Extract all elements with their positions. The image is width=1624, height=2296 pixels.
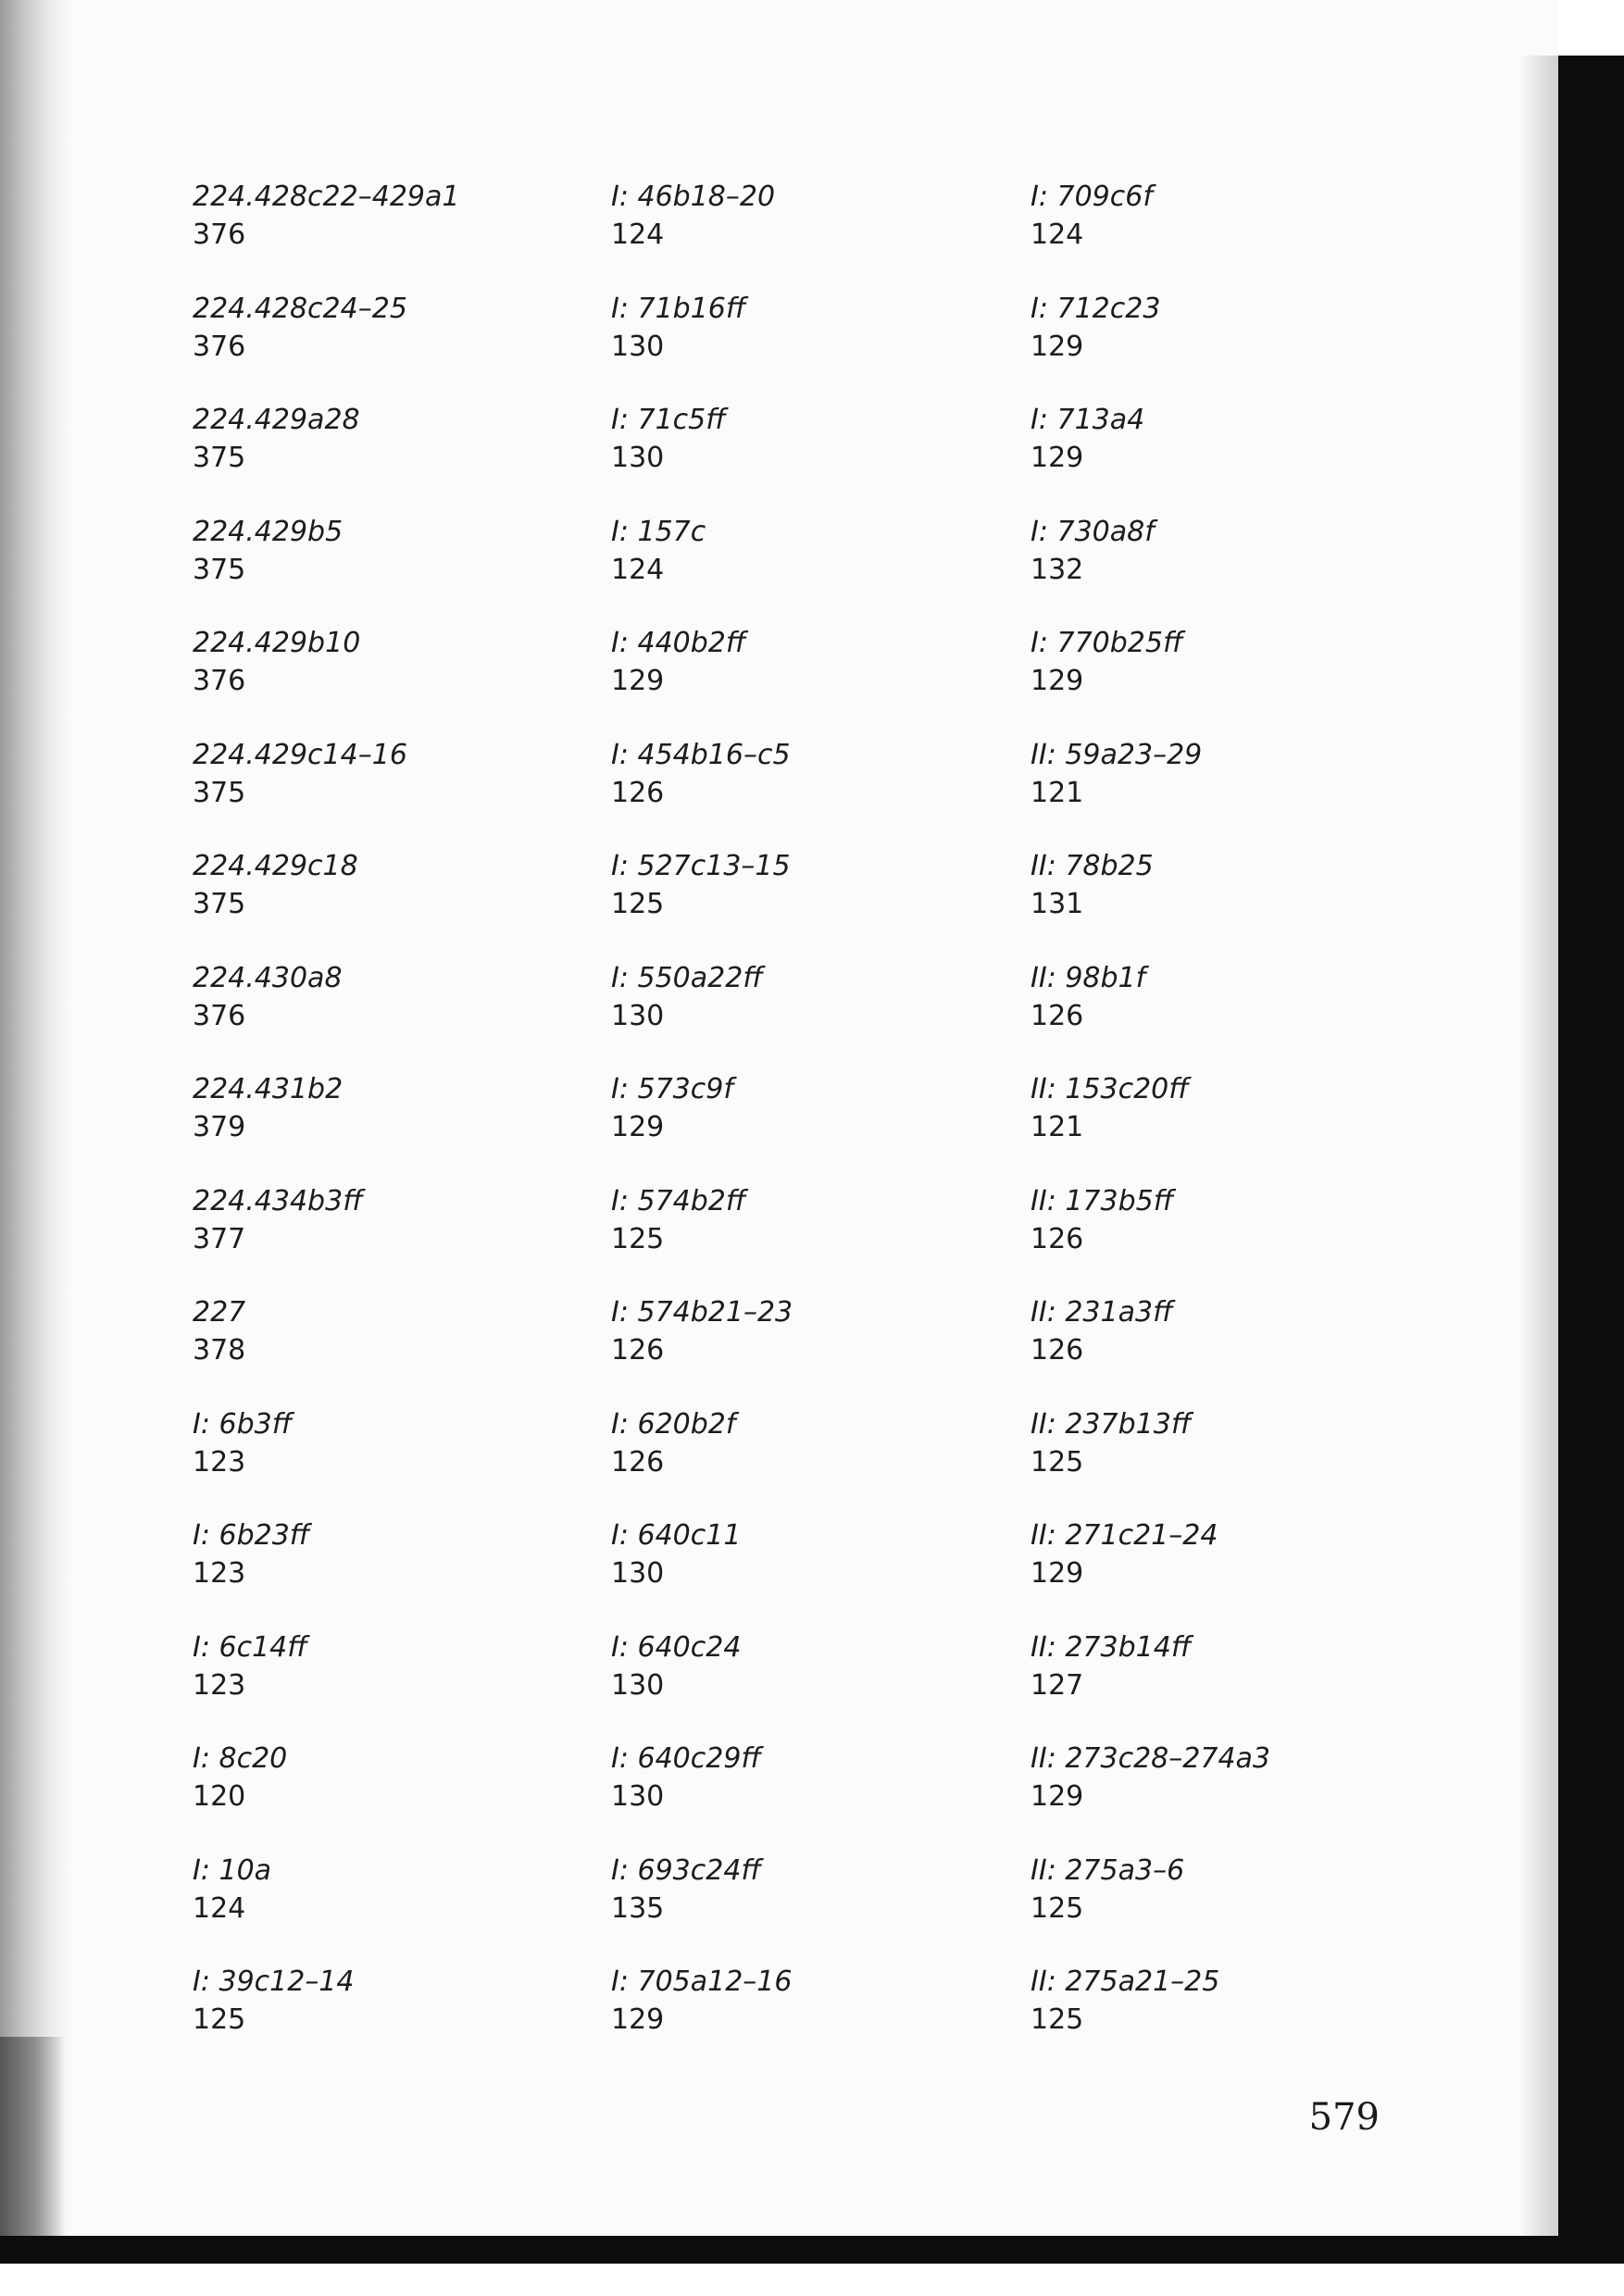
entry-page-reference: 129 — [1031, 330, 1084, 363]
index-entry — [193, 290, 581, 402]
entry-locus: I: 6c14ff — [193, 1630, 307, 1664]
index-entry — [193, 1293, 581, 1405]
entry-page-reference: 120 — [193, 1780, 246, 1813]
index-entry — [611, 1070, 1000, 1182]
index-entry — [1031, 290, 1419, 402]
right-edge-shadow — [1518, 56, 1558, 2236]
entry-locus: II: 237b13ff — [1031, 1407, 1192, 1441]
entry-locus: I: 620b2f — [611, 1407, 736, 1441]
index-entry — [611, 401, 1000, 513]
entry-locus: I: 574b2ff — [611, 1184, 746, 1217]
index-entry — [193, 178, 581, 290]
entry-locus: 227 — [193, 1296, 246, 1329]
index-entry — [611, 1405, 1000, 1517]
entry-locus: II: 59a23–29 — [1031, 738, 1203, 771]
index-entry — [193, 1740, 581, 1852]
entry-locus: I: 157c — [611, 515, 706, 548]
entry-page-reference: 376 — [193, 218, 246, 251]
index-entry — [193, 1963, 581, 2075]
index-entry — [611, 1293, 1000, 1405]
entry-page-reference: 125 — [611, 888, 665, 920]
entry-page-reference: 130 — [611, 1668, 665, 1702]
index-entry — [1031, 847, 1419, 959]
entry-page-reference: 124 — [193, 1891, 246, 1925]
entry-page-reference: 135 — [611, 1891, 665, 1925]
entry-locus: I: 770b25ff — [1031, 627, 1183, 659]
entry-locus: 224.429b10 — [193, 627, 361, 659]
entry-locus: 224.428c24–25 — [193, 292, 407, 325]
entry-page-reference: 377 — [193, 1222, 246, 1255]
entry-page-reference: 125 — [611, 1222, 665, 1255]
index-entry — [193, 1182, 581, 1294]
index-entry — [611, 513, 1000, 625]
entry-locus: II: 173b5ff — [1031, 1184, 1174, 1217]
index-entry — [1031, 959, 1419, 1071]
entry-page-reference: 126 — [1031, 1334, 1084, 1366]
entry-locus: I: 527c13–15 — [611, 850, 791, 882]
index-column-3 — [1031, 178, 1419, 2075]
entry-locus: I: 709c6f — [1031, 181, 1153, 213]
entry-page-reference: 376 — [193, 665, 246, 697]
index-entry — [193, 1070, 581, 1182]
index-entry — [611, 1516, 1000, 1628]
index-entry — [193, 624, 581, 736]
entry-page-reference: 375 — [193, 776, 246, 809]
index-entry — [1031, 1293, 1419, 1405]
entry-page-reference: 129 — [1031, 1557, 1084, 1590]
index-entry — [611, 847, 1000, 959]
binding-gutter-dark-shadow — [0, 2037, 65, 2236]
entry-locus: I: 573c9f — [611, 1073, 733, 1105]
entry-locus: I: 440b2ff — [611, 627, 746, 659]
index-entry — [1031, 624, 1419, 736]
entry-locus: 224.431b2 — [193, 1073, 344, 1105]
entry-locus: II: 231a3ff — [1031, 1296, 1173, 1329]
entry-page-reference: 130 — [611, 442, 665, 474]
index-entry — [1031, 513, 1419, 625]
entry-locus: I: 71c5ff — [611, 404, 726, 436]
index-column-2 — [611, 178, 1000, 2075]
entry-page-reference: 129 — [611, 1111, 665, 1143]
index-entry — [611, 1628, 1000, 1741]
index-entry — [611, 1182, 1000, 1294]
entry-locus: 224.429b5 — [193, 515, 344, 548]
entry-locus: I: 574b21–23 — [611, 1296, 793, 1329]
entry-locus: 224.430a8 — [193, 961, 343, 994]
entry-locus: I: 693c24ff — [611, 1853, 762, 1887]
entry-locus: I: 550a22ff — [611, 961, 763, 994]
entry-locus: 224.429c18 — [193, 850, 358, 882]
index-entry — [1031, 1182, 1419, 1294]
index-entry — [611, 624, 1000, 736]
index-entry — [1031, 1070, 1419, 1182]
entry-locus: 224.429c14–16 — [193, 738, 407, 771]
index-entry — [611, 1852, 1000, 1964]
entry-locus: I: 713a4 — [1031, 404, 1145, 436]
entry-page-reference: 378 — [193, 1334, 246, 1366]
entry-page-reference: 127 — [1031, 1668, 1084, 1702]
entry-locus: I: 39c12–14 — [193, 1965, 355, 1998]
index-entry — [611, 178, 1000, 290]
index-entry — [1031, 1740, 1419, 1852]
entry-page-reference: 375 — [193, 442, 246, 474]
scan-border-right — [1558, 56, 1624, 2236]
entry-page-reference: 126 — [611, 776, 665, 809]
entry-locus: I: 71b16ff — [611, 292, 746, 325]
index-entry — [1031, 1405, 1419, 1517]
index-entry — [1031, 401, 1419, 513]
entry-page-reference: 126 — [611, 1334, 665, 1366]
entry-page-reference: 123 — [193, 1445, 246, 1479]
entry-page-reference: 125 — [1031, 1891, 1084, 1925]
entry-page-reference: 376 — [193, 999, 246, 1032]
entry-page-reference: 131 — [1031, 888, 1084, 920]
scan-margin-bottom — [0, 2264, 1624, 2296]
entry-locus: I: 730a8f — [1031, 515, 1155, 548]
index-entry — [1031, 1516, 1419, 1628]
entry-locus: II: 273c28–274a3 — [1031, 1742, 1270, 1775]
entry-page-reference: 129 — [1031, 1780, 1084, 1813]
entry-locus: II: 78b25 — [1031, 850, 1154, 882]
entry-page-reference: 126 — [1031, 999, 1084, 1032]
entry-locus: I: 8c20 — [193, 1742, 288, 1775]
entry-page-reference: 124 — [611, 553, 665, 586]
entry-page-reference: 124 — [1031, 218, 1084, 251]
index-entry — [611, 736, 1000, 848]
index-entry — [193, 736, 581, 848]
binding-gutter-shadow — [0, 0, 72, 2236]
entry-page-reference: 375 — [193, 888, 246, 920]
entry-page-reference: 126 — [1031, 1222, 1084, 1255]
index-entry — [611, 290, 1000, 402]
entry-page-reference: 130 — [611, 1780, 665, 1813]
entry-locus: II: 275a21–25 — [1031, 1965, 1220, 1998]
entry-locus: II: 273b14ff — [1031, 1630, 1192, 1664]
index-entry — [193, 401, 581, 513]
entry-page-reference: 130 — [611, 1557, 665, 1590]
entry-page-reference: 121 — [1031, 776, 1084, 809]
index-entry — [1031, 1852, 1419, 1964]
index-entry — [193, 1516, 581, 1628]
index-entry — [193, 513, 581, 625]
entry-page-reference: 130 — [611, 999, 665, 1032]
entry-page-reference: 129 — [1031, 665, 1084, 697]
index-entry — [1031, 1628, 1419, 1741]
page-number: 579 — [1308, 2096, 1380, 2139]
entry-locus: II: 153c20ff — [1031, 1073, 1189, 1105]
entry-page-reference: 379 — [193, 1111, 246, 1143]
entry-page-reference: 125 — [1031, 2003, 1084, 2036]
entry-page-reference: 129 — [611, 2003, 665, 2036]
entry-locus: II: 98b1f — [1031, 961, 1146, 994]
index-entry — [193, 847, 581, 959]
index-entry — [193, 959, 581, 1071]
entry-locus: 224.429a28 — [193, 404, 360, 436]
index-entry — [1031, 736, 1419, 848]
entry-page-reference: 129 — [611, 665, 665, 697]
entry-locus: I: 6b3ff — [193, 1407, 293, 1441]
entry-page-reference: 130 — [611, 330, 665, 363]
entry-locus: I: 705a12–16 — [611, 1965, 793, 1998]
entry-page-reference: 375 — [193, 553, 246, 586]
entry-page-reference: 376 — [193, 330, 246, 363]
entry-page-reference: 121 — [1031, 1111, 1084, 1143]
entry-locus: I: 454b16–c5 — [611, 738, 791, 771]
entry-locus: 224.434b3ff — [193, 1184, 363, 1217]
index-entry — [193, 1628, 581, 1741]
index-entry — [611, 1740, 1000, 1852]
index-column-1 — [193, 178, 581, 2075]
entry-locus: II: 271c21–24 — [1031, 1519, 1218, 1552]
entry-locus: II: 275a3–6 — [1031, 1853, 1185, 1887]
entry-locus: I: 712c23 — [1031, 292, 1161, 325]
index-entry — [1031, 178, 1419, 290]
entry-page-reference: 123 — [193, 1668, 246, 1702]
entry-page-reference: 125 — [193, 2003, 246, 2036]
entry-locus: I: 640c24 — [611, 1630, 742, 1664]
entry-locus: I: 6b23ff — [193, 1519, 310, 1552]
entry-locus: I: 46b18–20 — [611, 181, 776, 213]
index-entry — [193, 1852, 581, 1964]
entry-locus: I: 640c29ff — [611, 1742, 762, 1775]
entry-locus: I: 640c11 — [611, 1519, 742, 1552]
index-entry — [193, 1405, 581, 1517]
index-entry — [1031, 1963, 1419, 2075]
entry-locus: I: 10a — [193, 1853, 272, 1887]
index-entry — [611, 1963, 1000, 2075]
entry-page-reference: 125 — [1031, 1445, 1084, 1479]
entry-page-reference: 126 — [611, 1445, 665, 1479]
index-entry — [611, 959, 1000, 1071]
entry-locus: 224.428c22–429a1 — [193, 181, 460, 213]
entry-page-reference: 124 — [611, 218, 665, 251]
entry-page-reference: 123 — [193, 1557, 246, 1590]
scan-border-bottom — [0, 2236, 1624, 2264]
entry-page-reference: 129 — [1031, 442, 1084, 474]
entry-page-reference: 132 — [1031, 553, 1084, 586]
